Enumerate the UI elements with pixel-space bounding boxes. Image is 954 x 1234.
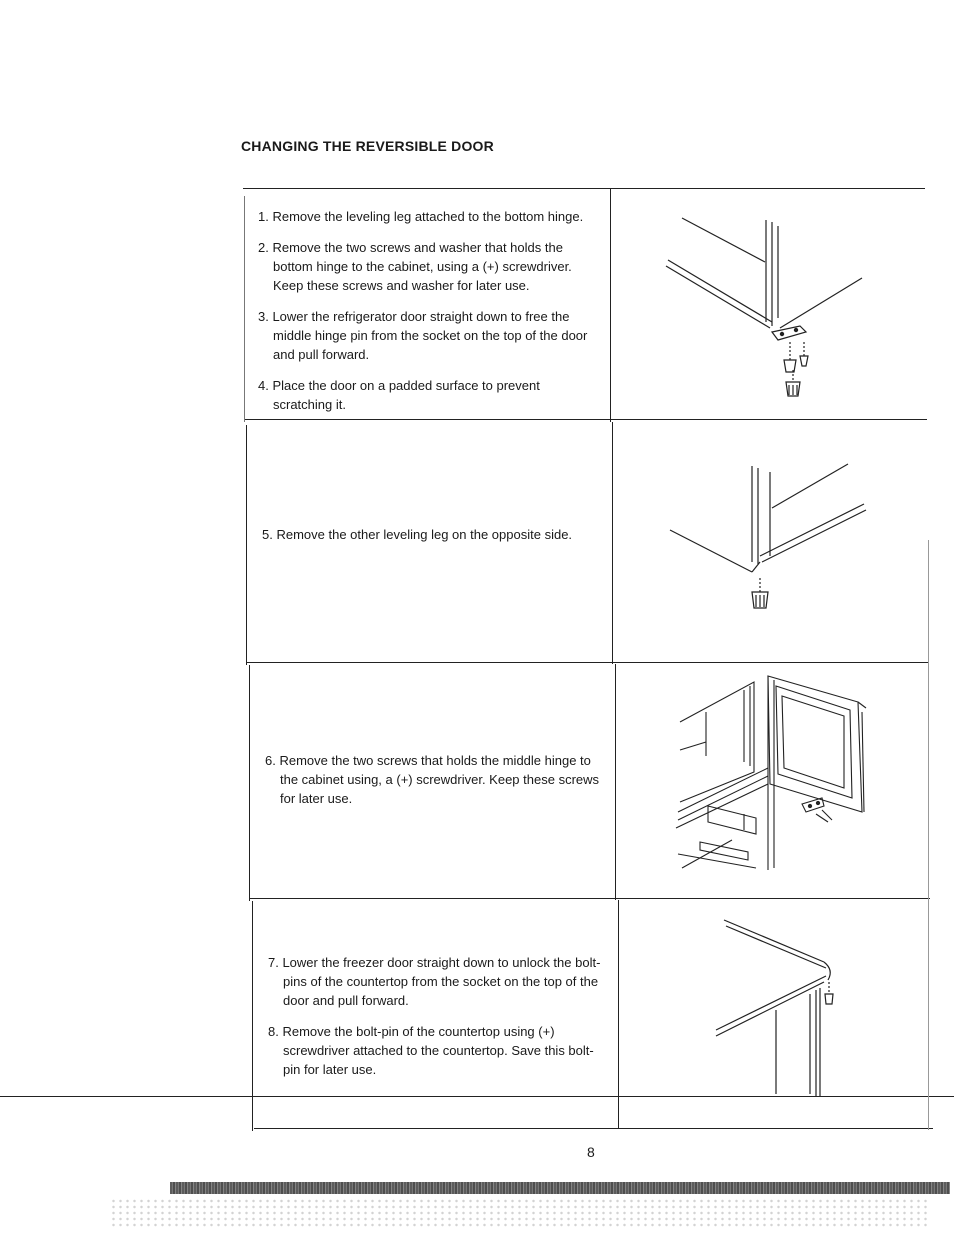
step-block-4 xyxy=(268,953,603,1091)
row-divider-3 xyxy=(250,898,930,899)
step-text: 2. Remove the two screws and washer that holds the bottom hinge to the cabinet, using a (+) screwdriver. Keep these screws and washer for later use. xyxy=(258,240,572,293)
section-title: CHANGING THE REVERSIBLE DOOR xyxy=(241,138,494,154)
middle-hinge-illustration xyxy=(672,672,872,882)
bottom-hinge-illustration xyxy=(660,210,880,410)
step-text: 3. Lower the refrigerator door straight down to free the middle hinge pin from the socket on the top of the door and pull forward. xyxy=(258,309,588,362)
step-block-1 xyxy=(258,207,598,426)
page-number: 8 xyxy=(587,1144,595,1160)
leveling-leg-illustration xyxy=(668,460,878,620)
step-block-2 xyxy=(262,525,602,556)
column-divider-1 xyxy=(610,188,611,422)
step-text: 1. Remove the leveling leg attached to the bottom hinge. xyxy=(258,209,584,224)
countertop-bolt-pin-illustration xyxy=(712,918,852,1098)
table-bottom-rule xyxy=(254,1128,933,1129)
table-left-rule xyxy=(244,196,245,422)
row-divider-2 xyxy=(247,662,929,663)
table-right-rule xyxy=(928,540,929,1130)
scan-artifact-noise xyxy=(110,1198,930,1228)
scan-artifact-bar xyxy=(170,1182,950,1194)
step-text: 7. Lower the freezer door straight down to unlock the bolt-pins of the countertop from the socket on the top of the door and pull forward. xyxy=(268,955,601,1008)
step-text: 8. Remove the bolt-pin of the countertop using (+) screwdriver attached to the countertop. Save this bolt-pin for later use. xyxy=(268,1024,594,1077)
table-top-rule xyxy=(243,188,925,189)
table-left-rule-3 xyxy=(249,665,250,901)
column-divider-3 xyxy=(615,664,616,900)
step-text: 6. Remove the two screws that holds the middle hinge to the cabinet using, a (+) screwdriver. Keep these screws for later use. xyxy=(265,753,600,806)
step-text: 5. Remove the other leveling leg on the opposite side. xyxy=(262,527,573,542)
column-divider-4 xyxy=(618,900,619,1128)
table-left-rule-4 xyxy=(252,901,253,1131)
step-block-3 xyxy=(265,751,605,820)
step-text: 4. Place the door on a padded surface to prevent scratching it. xyxy=(258,378,540,412)
table-left-rule-2 xyxy=(246,425,247,665)
column-divider-2 xyxy=(612,422,613,664)
